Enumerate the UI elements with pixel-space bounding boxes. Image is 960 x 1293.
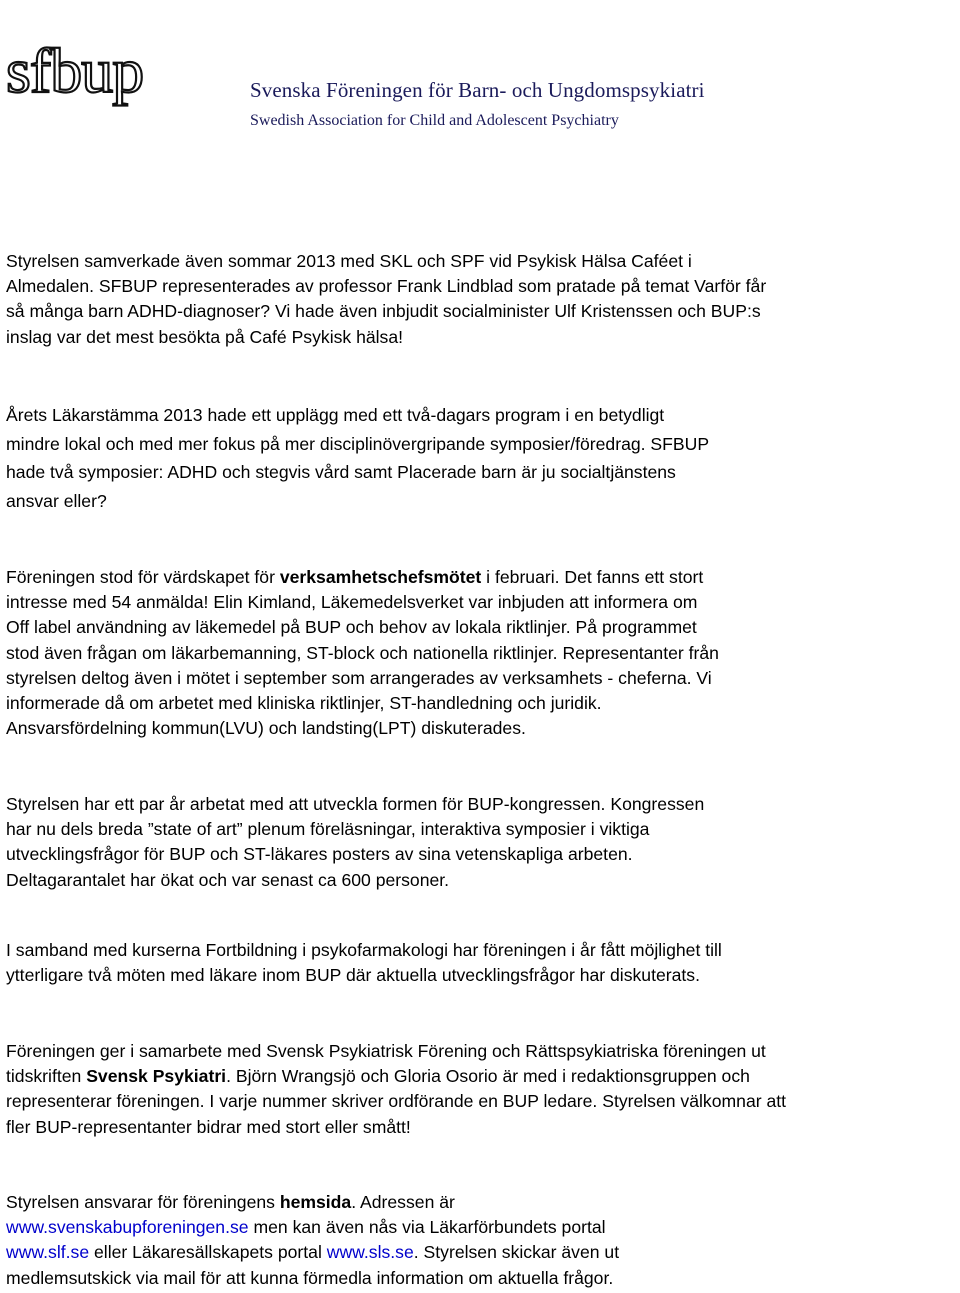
paragraph-hemsida xyxy=(6,1190,960,1291)
text-line xyxy=(6,1190,960,1215)
text-segment: tidskriften xyxy=(6,1066,87,1087)
text-line: mindre lokal och med mer fokus på mer disciplinövergripande symposier/föredrag. SFBUP xyxy=(6,433,710,454)
text-segment: Föreningen stod för värdskapet för xyxy=(6,567,280,587)
text-line: fler BUP-representanter bidrar med stort eller smått! xyxy=(6,1116,411,1137)
text-line: utvecklingsfrågor för BUP och ST-läkares posters av sina vetenskapliga arbeten. xyxy=(6,844,633,865)
text-line: hade två symposier: ADHD och stegvis vård samt Placerade barn är ju socialtjänstens xyxy=(6,462,676,482)
bold-term-svensk-psykiatri: Svensk Psykiatri xyxy=(86,1066,227,1087)
text-line xyxy=(6,1064,960,1089)
text-line xyxy=(6,565,960,590)
page-header xyxy=(0,0,960,150)
text-line: Off label användning av läkemedel på BUP och behov av lokala riktlinjer. På programmet xyxy=(6,617,697,638)
text-line: informerade då om arbetet med kliniska riktlinjer, ST-handledning och juridik. xyxy=(6,692,602,713)
text-line: Föreningen ger i samarbete med Svensk Psykiatrisk Förening och Rättspsykiatriska föreningen ut xyxy=(6,1041,766,1061)
paragraph-verksamhetschefsmote xyxy=(6,565,960,741)
text-segment: i februari. Det fanns ett stort xyxy=(481,567,704,587)
text-segment: men kan även nås via Läkarförbundets portal xyxy=(248,1217,606,1238)
text-line: har nu dels breda ”state of art” plenum föreläsningar, interaktiva symposier i viktiga xyxy=(6,819,650,840)
text-line: ytterligare två möten med läkare inom BUP där aktuella utvecklingsfrågor har diskuterats. xyxy=(6,965,700,986)
text-line: så många barn ADHD-diagnoser? Vi hade även inbjudit socialminister Ulf Kristenssen och BUP:s xyxy=(6,301,761,322)
paragraph-svensk-psykiatri xyxy=(6,1039,960,1140)
text-line: stod även frågan om läkarbemanning, ST-block och nationella riktlinjer. Representanter från xyxy=(6,642,719,663)
text-line: medlemsutskick via mail för att kunna förmedla information om aktuella frågor. xyxy=(6,1267,614,1288)
text-line: ansvar eller? xyxy=(6,490,107,511)
link-slf[interactable]: www.slf.se xyxy=(6,1242,90,1263)
paragraph-bup-kongress xyxy=(6,792,960,893)
paragraph-almedalen xyxy=(6,249,960,350)
text-line: Årets Läkarstämma 2013 hade ett upplägg med ett två-dagars program i en betydligt xyxy=(6,405,665,425)
bold-term-verksamhetschefsmotet: verksamhetschefsmötet xyxy=(279,567,482,587)
text-line: Deltagarantalet har ökat och var senast ca 600 personer. xyxy=(6,869,450,890)
text-line: intresse med 54 anmälda! Elin Kimland, Läkemedelsverket var inbjuden att informera om xyxy=(6,592,698,613)
text-line: Almedalen. SFBUP representerades av professor Frank Lindblad som pratade på temat Varför får xyxy=(6,276,767,297)
link-svenskabupforeningen[interactable]: www.svenskabupforeningen.se xyxy=(6,1217,249,1238)
text-line: inslag var det mest besökta på Café Psykisk hälsa! xyxy=(6,326,404,347)
text-line: representerar föreningen. I varje nummer skriver ordförande en BUP ledare. Styrelsen välkomnar att xyxy=(6,1091,787,1112)
text-segment: Styrelsen ansvarar för föreningens xyxy=(6,1192,280,1212)
text-segment: . Styrelsen skickar även ut xyxy=(413,1242,620,1263)
link-sls[interactable]: www.sls.se xyxy=(326,1242,414,1263)
text-line: styrelsen deltog även i mötet i september som arrangerades av verksamhets - cheferna. Vi xyxy=(6,667,712,688)
paragraph-psykofarmakologi xyxy=(6,938,960,988)
paragraph-lakarstamma xyxy=(6,401,960,515)
bold-term-hemsida: hemsida xyxy=(279,1192,352,1212)
text-line: I samband med kurserna Fortbildning i psykofarmakologi har föreningen i år fått möjlighet till xyxy=(6,940,722,960)
org-name-swedish: Svenska Föreningen för Barn- och Ungdomspsykiatri xyxy=(250,78,705,102)
text-segment: . Adressen är xyxy=(351,1192,455,1212)
text-line: Styrelsen samverkade även sommar 2013 med SKL och SPF vid Psykisk Hälsa Caféet i xyxy=(6,251,692,271)
sfbup-logo xyxy=(4,24,194,134)
text-line xyxy=(6,1215,960,1240)
text-line xyxy=(6,1240,960,1265)
text-segment: eller Läkaresällskapets portal xyxy=(89,1242,327,1263)
logo-text: sfbup xyxy=(6,35,144,106)
text-line: Ansvarsfördelning kommun(LVU) och landsting(LPT) diskuterades. xyxy=(6,718,526,739)
org-name-english: Swedish Association for Child and Adolescent Psychiatry xyxy=(250,112,619,129)
text-segment: . Björn Wrangsjö och Gloria Osorio är med i redaktionsgruppen och xyxy=(226,1066,750,1087)
text-line: Styrelsen har ett par år arbetat med att utveckla formen för BUP-kongressen. Kongressen xyxy=(6,794,705,814)
